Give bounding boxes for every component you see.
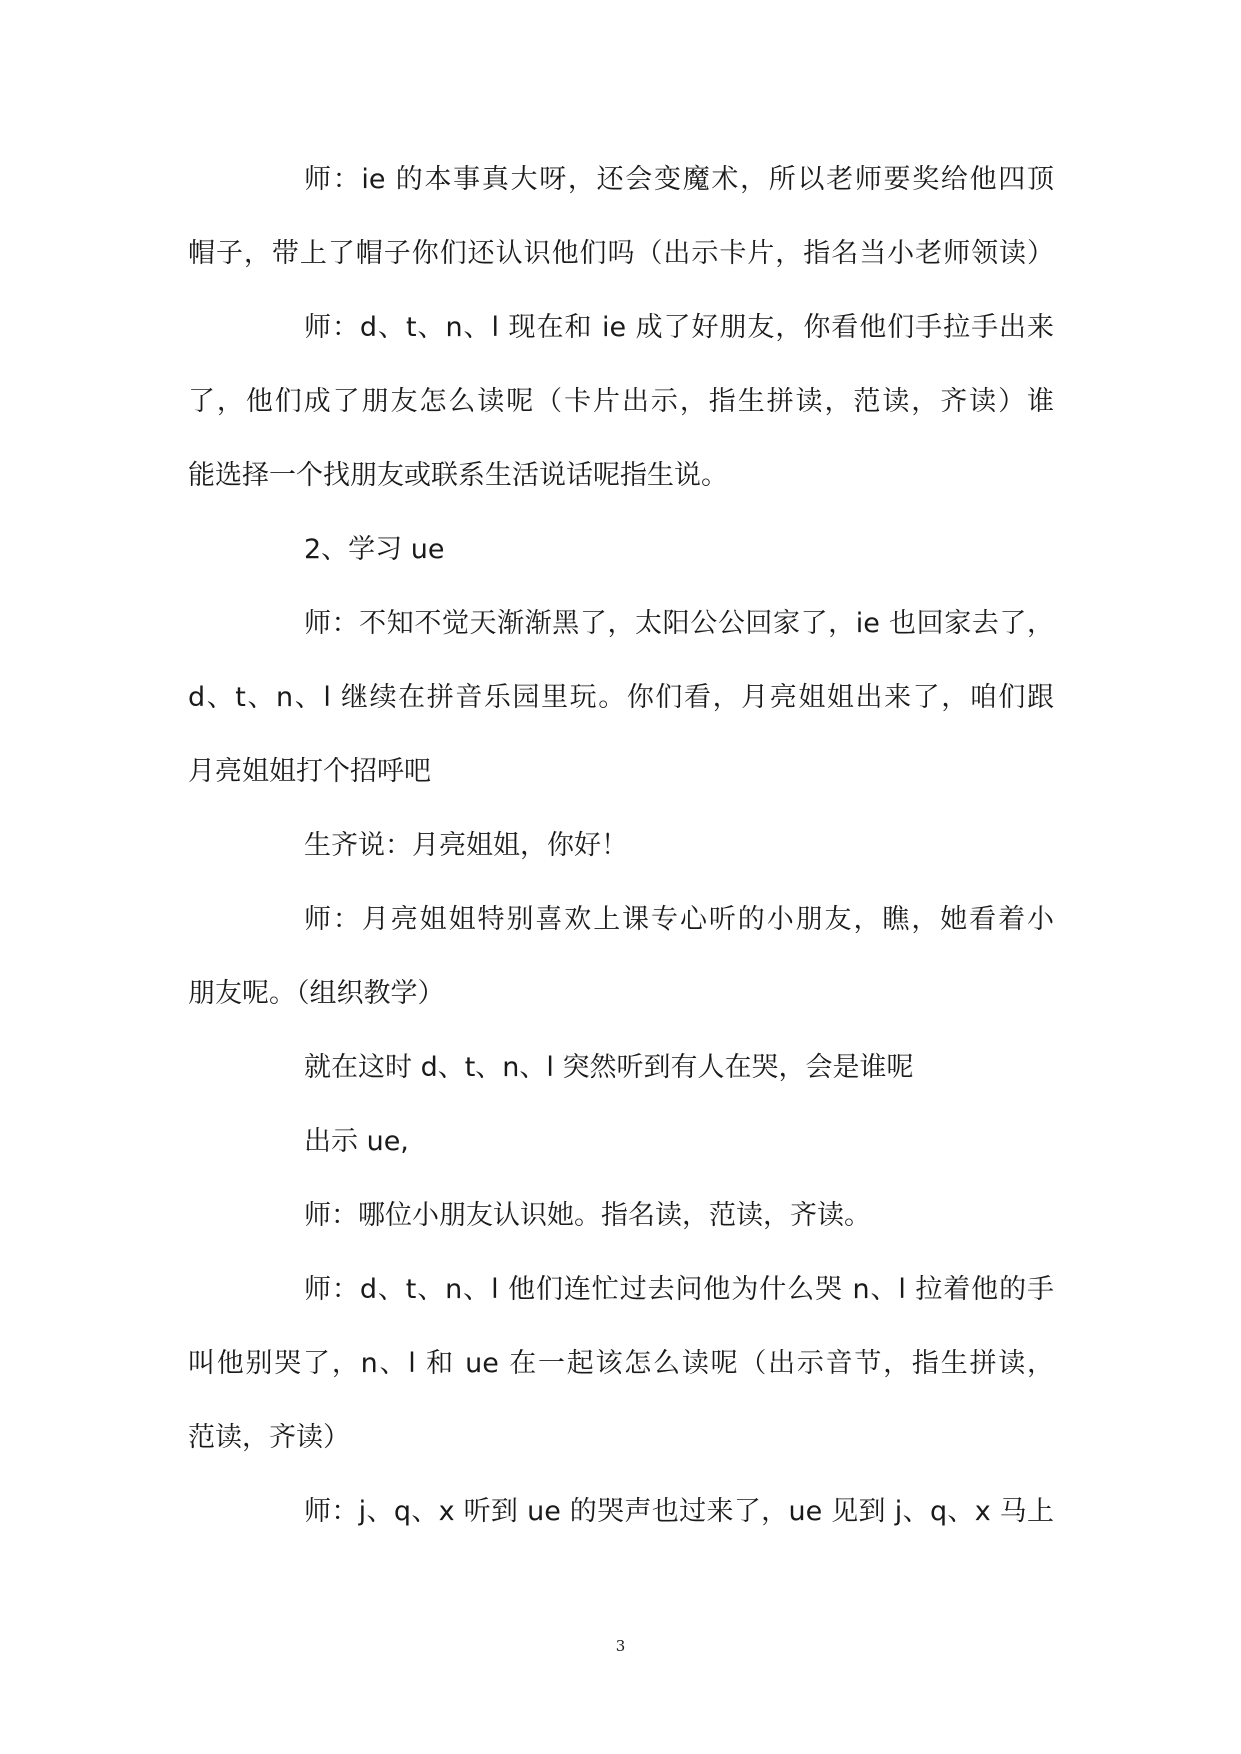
section-heading: 2、学习 ue bbox=[304, 534, 445, 565]
text-line: 帽子，带上了帽子你们还认识他们吗（出示卡片，指名当小老师领读） bbox=[188, 238, 1054, 269]
text-line: 师：j、q、x 听到 ue 的哭声也过来了，ue 见到 j、q、x 马上 bbox=[304, 1496, 1054, 1527]
text-line: 师：不知不觉天渐渐黑了，太阳公公回家了，ie 也回家去了， bbox=[304, 608, 1054, 639]
text-line: 月亮姐姐打个招呼吧 bbox=[188, 756, 431, 787]
text-line: 师：月亮姐姐特别喜欢上课专心听的小朋友，瞧，她看着小 bbox=[304, 904, 1054, 935]
text-line: 师：d、t、n、l 他们连忙过去问他为什么哭 n、l 拉着他的手 bbox=[304, 1274, 1054, 1305]
text-line: 范读，齐读） bbox=[188, 1422, 350, 1453]
text-line: 师：d、t、n、l 现在和 ie 成了好朋友，你看他们手拉手出来 bbox=[304, 312, 1054, 343]
document-body bbox=[188, 143, 1054, 1549]
page-number: 3 bbox=[615, 1637, 626, 1655]
text-line: 朋友呢。（组织教学） bbox=[188, 978, 445, 1009]
text-line: 就在这时 d、t、n、l 突然听到有人在哭，会是谁呢 bbox=[304, 1052, 914, 1083]
text-line: 师：哪位小朋友认识她。指名读，范读，齐读。 bbox=[304, 1200, 871, 1231]
text-line: 师：ie 的本事真大呀，还会变魔术，所以老师要奖给他四顶 bbox=[304, 164, 1054, 195]
text-line: 能选择一个找朋友或联系生活说话呢指生说。 bbox=[188, 460, 728, 491]
text-line: 出示 ue, bbox=[304, 1126, 409, 1157]
text-line: 叫他别哭了，n、l 和 ue 在一起该怎么读呢（出示音节，指生拼读， bbox=[188, 1348, 1054, 1379]
text-line: 了，他们成了朋友怎么读呢（卡片出示，指生拼读，范读，齐读）谁 bbox=[188, 386, 1054, 417]
text-line: d、t、n、l 继续在拼音乐园里玩。你们看，月亮姐姐出来了，咱们跟 bbox=[188, 682, 1054, 713]
text-line: 生齐说：月亮姐姐，你好！ bbox=[304, 830, 628, 861]
